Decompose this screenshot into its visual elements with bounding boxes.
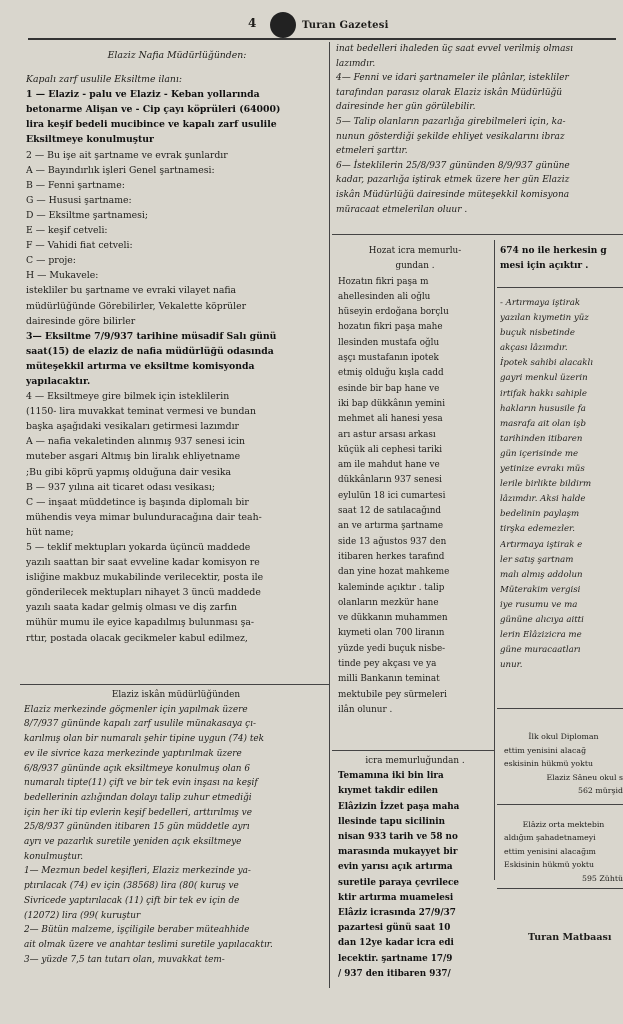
announcement-line: A — Bayındırlık işleri Genel şartnamesi: — [26, 164, 215, 176]
announcement-line: yazılan kıymetin yüz — [500, 313, 589, 324]
announcement-line: ler satış şartnam — [500, 554, 574, 565]
iskan-announcement — [24, 688, 328, 988]
announcement-line: / 937 den itibaren 937/ — [338, 968, 451, 979]
announcement-line: kıymeti olan 700 liranın — [338, 628, 445, 639]
announcement-line: 1 — Elaziz - palu ve Elaziz - Keban yollarında — [26, 89, 260, 101]
announcement-line: 8/7/937 gününde kapalı zarf usulile münakasaya çı- — [24, 719, 256, 730]
nafia-announcement — [26, 48, 328, 680]
column-divider-1 — [329, 42, 330, 988]
announcement-line: llesinden mustafa oğlu — [338, 337, 440, 348]
announcement-line: 2 — Bu işe ait şartname ve evrak şunlardır — [26, 149, 228, 161]
announcement-line: D — Eksiltme şartnamesi; — [26, 209, 149, 221]
announcement-line: karılmış olan bir numaralı şehir tipine uygun (74) tek — [24, 734, 265, 745]
announcement-line: tirşka edemezler. — [500, 524, 575, 535]
section-divider-right-4 — [497, 888, 623, 889]
announcement-line: side 13 ağustos 937 den — [338, 536, 447, 547]
announcement-line: konulmuştur. — [24, 851, 84, 862]
announcement-line: 4 — Eksiltmeye gire bilmek için isteklilerin — [26, 391, 230, 403]
announcement-line: an ve artırma şartname — [338, 521, 444, 532]
announcement-line: C — inşaat müddetince iş başında diplomalı bir — [26, 496, 249, 508]
announcement-line: aşçı mustafanın ipotek — [338, 353, 439, 364]
announcement-line: lerile birlikte bildirm — [500, 479, 592, 490]
announcement-line: 5 — teklif mektupları yokarda üçüncü maddede — [26, 542, 251, 553]
announcement-line: inat bedelleri ihaleden üç saat evvel verilmiş olması — [336, 44, 573, 54]
gazette-logo — [270, 12, 296, 38]
announcement-title: Elaziz Nafia Müdürlüğünden: — [107, 50, 247, 61]
announcement-line: kaleminde açıktır . talip — [338, 582, 445, 593]
announcement-line: ;Bu gibi köprü yapmış olduğuna dair vesika — [26, 466, 232, 478]
announcement-line: gününe alıcıya aitti — [500, 614, 584, 625]
announcement-line: llesinde tapu sicilinin — [338, 816, 445, 827]
right-announcement-top — [500, 244, 623, 286]
announcement-line: F — Vahidi fiat cetveli: — [26, 240, 133, 252]
announcement-line: dairesinde göre bilirler — [26, 315, 136, 327]
announcement-line: lâzımdır. Aksi halde — [500, 494, 586, 505]
announcement-line: bedelinin paylaşm — [500, 509, 580, 520]
announcement-line: arı astur arsası arkası — [338, 429, 436, 440]
announcement-line: Kapalı zarf usulile Eksiltme ilanı: — [26, 74, 183, 86]
announcement-line: masrafa ait olan işb — [500, 418, 586, 429]
announcement-line: tinde pey akçası ve ya — [338, 659, 437, 670]
announcement-line: tarihinden itibaren — [500, 433, 583, 444]
announcement-line: eylulün 18 ici cumartesi — [338, 490, 446, 501]
announcement-line: iye rusumu ve ma — [500, 599, 578, 610]
announcement-line: yazılı saattan bir saat evveline kadar komisyon re — [26, 557, 260, 569]
section-divider-right-3 — [497, 804, 623, 805]
announcement-line: 6— İsteklilerin 25/8/937 gününden 8/9/937 gününe — [336, 160, 570, 171]
announcement-line: bedellerinin azlığından dolayı talip zuhur etmediği — [24, 792, 252, 803]
announcement-line: saat 12 de satılacağınd — [338, 506, 442, 517]
page-header — [0, 6, 623, 36]
announcement-line: akçası lâzımdır. — [500, 343, 568, 354]
announcement-line: kadar, pazarlığa iştirak etmek üzere her gün Elaziz — [336, 175, 570, 186]
announcement-line: Müterakim vergisi — [500, 584, 581, 595]
announcement-title: Elaziz iskân müdürlüğünden — [111, 690, 241, 700]
announcement-line: rttır, postada olacak gecikmeler kabul edilmez, — [26, 632, 248, 644]
announcement-line: Elâziz icrasında 27/9/37 — [338, 908, 456, 919]
announcement-line: ev ile sivrice kaza merkezinde yaptırılmak üzere — [24, 748, 242, 759]
middle-school-certificate-notice — [504, 818, 623, 888]
announcement-line: Elâzizin İzzet paşa maha — [338, 801, 460, 812]
announcement-line: saat(15) de elaziz de nafia müdürlüğü odasında — [26, 345, 274, 357]
announcement-line: B — 937 yılına ait ticaret odası vesikası; — [26, 481, 216, 493]
announcement-line: ptırılacak (74) ev için (38568) lira (80( kuruş ve — [24, 881, 239, 892]
announcement-title: Hozat icra memurlu- — [368, 246, 462, 256]
announcement-title: gundan . — [395, 261, 435, 272]
announcement-line: ayrı ve pazarlık suretile yeniden açık eksiltmeye — [24, 837, 242, 848]
notice-line: eskisinin hükmü yoktu — [504, 759, 593, 769]
primary-diploma-notice — [504, 730, 623, 802]
announcement-line: mühür mumu ile eyice kapadılmış bulunması şa- — [26, 617, 255, 629]
announcement-line: yetinize evrakı müs — [500, 464, 585, 475]
announcement-line: yüzde yedi buçuk nisbe- — [338, 643, 446, 654]
announcement-line: ait olmak üzere ve anahtar teslimi suretile yapılacaktır. — [24, 939, 273, 950]
announcement-line: hüt name; — [26, 526, 74, 538]
announcement-line: hüseyin erdoğana borçlu — [338, 307, 449, 318]
announcement-line: etmeleri şarttır. — [336, 146, 408, 157]
announcement-line: irtifak hakkı sahiple — [500, 388, 588, 399]
announcement-line: 2— Bütün malzeme, işçiligile beraber müteahhide — [24, 925, 250, 936]
iskan-continuation — [336, 42, 621, 232]
announcement-line: hakların hususile fa — [500, 403, 586, 414]
announcement-line: (1150- lira muvakkat teminat vermesi ve bundan — [26, 406, 256, 418]
announcement-line: Elaziz merkezinde göçmenler için yapılmak üzere — [24, 704, 248, 715]
announcement-line: etmiş olduğu kışla cadd — [338, 368, 444, 379]
announcement-title: icra memurluğundan . — [365, 756, 465, 766]
announcement-line: nunun gösterdiği şekilde ehliyet vesikalarını ibraz — [336, 131, 565, 142]
announcement-line: - Artırmaya iştirak — [500, 298, 581, 308]
announcement-line: nisan 933 tarih ve 58 no — [338, 832, 458, 843]
announcement-line: itibaren herkes tarafınd — [338, 551, 445, 562]
announcement-line: gün içerisinde me — [500, 448, 579, 459]
announcement-line: yapılacaktır. — [26, 375, 91, 387]
announcement-line: 6/8/937 gününde açık eksiltmeye konulmuş olan 6 — [24, 763, 250, 774]
announcement-line: istekliler bu şartname ve evraki vilayet nafia — [26, 285, 237, 297]
gazette-name: Turan Gazetesi — [302, 20, 389, 31]
announcement-line: buçuk nisbetinde — [500, 328, 575, 339]
announcement-line: E — keşif cetveli: — [26, 225, 108, 237]
announcement-line: Eksiltmeye konulmuştur — [26, 134, 154, 146]
announcement-line: İpotek sahibi alacaklı — [500, 358, 593, 369]
announcement-line: (12072) lira (99( kuruştur — [24, 910, 141, 921]
hozat-announcement — [338, 244, 492, 744]
announcement-line: Sivricede yaptırılacak (11) çift bir tek ev için de — [24, 895, 240, 906]
announcement-line: 25/8/937 gününden itibaren 15 gün müddetle ayrı — [24, 822, 250, 833]
announcement-line: suretile paraya çevrilece — [338, 877, 459, 888]
announcement-line: gönderilecek mektupları nihayet 3 üncü maddede — [26, 587, 261, 599]
section-divider-middle — [332, 750, 494, 751]
notice-line: Elaziz Sâneu okul s — [546, 772, 623, 782]
announcement-line: için her iki tip evlerin keşif bedelleri, arttırılmış ve — [24, 807, 252, 818]
page-number: 4 — [248, 16, 257, 30]
announcement-line: gayri menkul üzerin — [500, 373, 588, 384]
announcement-line: numaralı tipte(11) çift ve bir tek evin inşası na keşif — [24, 778, 258, 789]
announcement-line: ve dükkanın muhammen — [338, 613, 448, 624]
announcement-line: G — Hususi şartname: — [26, 194, 132, 206]
announcement-line: iki bap dükkânın yemini — [338, 398, 446, 409]
section-divider-right-1 — [497, 287, 623, 288]
announcement-line: mesi için açıktır . — [500, 261, 589, 271]
announcement-line: lazımdır. — [336, 58, 376, 69]
section-divider-left — [20, 684, 329, 685]
announcement-line: unur. — [500, 660, 523, 671]
announcement-line: 5— Talip olanların pazarlığa girebilmeleri için, ka- — [336, 116, 566, 127]
announcement-line: lira keşif bedeli mucibince ve kapalı zarf usulile — [26, 119, 277, 131]
notice-line: Eskisinin hükmü yoktu — [504, 860, 595, 870]
announcement-line: müdürlüğünde Görebilirler, Vekalette köprüler — [26, 300, 247, 312]
notice-line: aldığım şahadetnameyi — [504, 833, 596, 843]
announcement-line: dükkânların 937 senesi — [338, 475, 442, 486]
announcement-line: isliğine makbuz mukabilinde verilecektir, posta ile — [26, 572, 264, 584]
print-house: Turan Matbaası — [528, 932, 612, 943]
announcement-line: Artırmaya iştirak e — [500, 539, 583, 550]
announcement-line: A — nafia vekaletinden alınmış 937 senesi icin — [26, 436, 245, 448]
announcement-line: mühendis veya mimar bulunduracağına dair teah- — [26, 511, 262, 523]
announcement-line: C — proje: — [26, 255, 76, 267]
announcement-line: esinde bir bap hane ve — [338, 383, 440, 394]
announcement-line: müteşekkil artırma ve eksiltme komisyonda — [26, 360, 255, 372]
announcement-line: betonarme Alişan ve - Cip çayı köprüleri (64000) — [26, 104, 281, 116]
announcement-line: muteber asgari Altmış bin liralık ehliyetname — [26, 451, 241, 463]
announcement-line: 3— yüzde 7,5 tan tutarı olan, muvakkat tem- — [24, 954, 225, 965]
announcement-line: ahellesinden ali oğlu — [338, 291, 431, 302]
notice-line: ettim yenisini alacağ — [504, 745, 587, 755]
announcement-line: am ile mahdut hane ve — [338, 460, 440, 471]
announcement-line: H — Mukavele: — [26, 270, 99, 282]
section-divider-right-2 — [497, 708, 623, 709]
announcement-line: olanların mezkür hane — [338, 597, 439, 608]
section-divider-middle-top — [332, 234, 623, 235]
announcement-line: başka aşağıdaki vesikaları getirmesi lazımdır — [26, 421, 239, 433]
announcement-line: ilân olunur . — [338, 704, 393, 715]
right-announcement-mid — [500, 296, 623, 706]
announcement-line: marasında mukayyet bir — [338, 847, 458, 858]
announcement-line: pazartesi günü saat 10 — [338, 923, 451, 934]
announcement-line: lecektir. şartname 17/9 — [338, 953, 453, 964]
header-rule — [28, 38, 616, 40]
announcement-line: Hozatın fikri paşa m — [338, 276, 429, 287]
announcement-line: mektubile pey sürmeleri — [338, 689, 447, 700]
notice-line: 562 mürşid — [578, 786, 623, 796]
announcement-line: iskân Müdürlüğü dairesinde müteşekkil komisyona — [336, 189, 570, 200]
column-divider-2 — [494, 240, 495, 880]
announcement-line: 4— Fenni ve idari şartnameler ile plânlar, istekliler — [336, 73, 569, 84]
announcement-line: 674 no ile herkesin g — [500, 246, 607, 256]
notice-line: 595 Zühtü — [582, 873, 623, 883]
announcement-line: güne muracaatları — [500, 645, 581, 656]
elaziz-icra-announcement — [338, 754, 492, 994]
announcement-line: yazılı saata kadar gelmiş olması ve diş zarfın — [26, 602, 237, 614]
announcement-line: müracaat etmelerilan oluur . — [336, 204, 468, 215]
announcement-line: evin yarısı açık artırma — [338, 862, 453, 873]
notice-line: ettim yenisini alacağım — [504, 846, 596, 856]
notice-line: İlk okul Diploman — [528, 732, 599, 741]
announcement-line: tarafından parasız olarak Elaziz iskân Müdürlüğü — [336, 87, 563, 98]
announcement-line: milli Bankanın teminat — [338, 674, 440, 685]
announcement-line: 1— Mezmun bedel keşifleri, Elaziz merkezinde ya- — [24, 866, 251, 877]
announcement-line: hozatın fikri paşa mahe — [338, 322, 443, 333]
announcement-line: 3— Eksiltme 7/9/937 tarihine müsadif Salı günü — [26, 330, 277, 342]
announcement-line: dan 12ye kadar icra edi — [338, 938, 454, 949]
announcement-line: dairesinde her gün görülebilir. — [336, 102, 476, 113]
announcement-line: küçük ali cephesi tariki — [338, 444, 443, 455]
announcement-line: ktir artırma muamelesi — [338, 892, 454, 903]
announcement-line: dan yine hozat mahkeme — [338, 567, 450, 578]
announcement-line: Temamına iki bin lira — [338, 771, 444, 782]
announcement-line: lerin Elâzizicra me — [500, 630, 582, 641]
announcement-line: malı almış addolun — [500, 569, 583, 580]
announcement-line: mehmet ali hanesi yesa — [338, 414, 443, 425]
announcement-line: B — Fenni şartname: — [26, 179, 125, 191]
notice-line: Elâziz orta mektebin — [522, 820, 605, 829]
announcement-line: kıymet takdir edilen — [338, 786, 439, 797]
